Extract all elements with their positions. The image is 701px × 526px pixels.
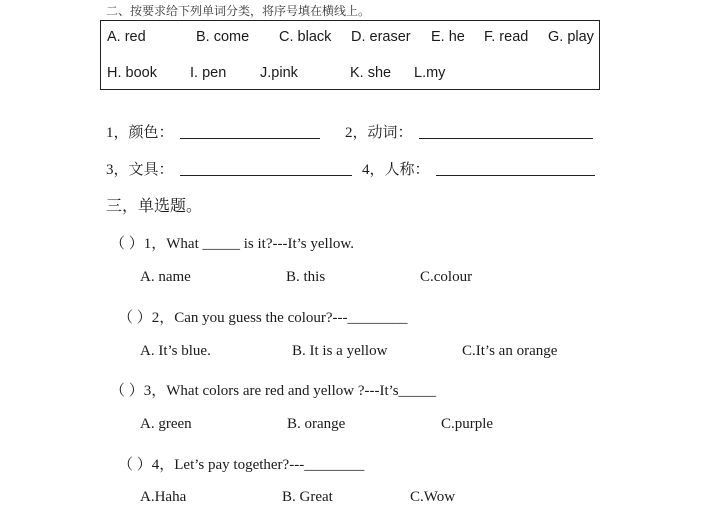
question-3-option-c: C.purple <box>441 416 494 432</box>
category-color-blank[interactable] <box>180 138 320 139</box>
category-stationery-label: 3，文具： <box>106 162 174 178</box>
category-person-label: 4，人称： <box>362 162 430 178</box>
question-2-option-a: A. It’s blue. <box>140 343 211 359</box>
word-item: H. book <box>107 65 157 81</box>
question-1-option-b: B. this <box>286 269 326 285</box>
section3-heading: 三，单选题。 <box>106 198 203 215</box>
question-3-option-b: B. orange <box>287 416 346 432</box>
question-4-option-a: A.Haha <box>140 489 187 505</box>
word-item: D. eraser <box>351 29 411 45</box>
question-2: （ ）2，Can you guess the colour?---________ <box>118 310 408 326</box>
word-item: A. red <box>107 29 146 45</box>
word-item: K. she <box>350 65 392 81</box>
category-verb-label: 2，动词： <box>345 125 413 141</box>
category-color-label: 1，颜色： <box>106 125 174 141</box>
question-1-option-a: A. name <box>140 269 191 285</box>
section2-instruction: 二、按要求给下列单词分类，将序号填在横线上。 <box>106 4 371 18</box>
word-item: C. black <box>279 29 332 45</box>
question-1-option-c: C.colour <box>420 269 473 285</box>
word-item: B. come <box>196 29 250 45</box>
word-item: L.my <box>414 65 446 81</box>
question-4-option-c: C.Wow <box>410 489 456 505</box>
category-person-blank[interactable] <box>436 175 595 176</box>
word-item: G. play <box>548 29 594 45</box>
question-1: （ ）1，What _____ is it?---It’s yellow. <box>110 236 354 252</box>
word-item: F. read <box>484 29 529 45</box>
question-2-option-b: B. It is a yellow <box>292 343 388 359</box>
question-3: （ ）3，What colors are red and yellow ?---It’s_____ <box>110 383 437 399</box>
word-item: I. pen <box>190 65 227 81</box>
category-stationery-blank[interactable] <box>180 175 352 176</box>
question-4-option-b: B. Great <box>282 489 333 505</box>
word-item: J.pink <box>260 65 298 81</box>
question-2-option-c: C.It’s an orange <box>462 343 558 359</box>
question-3-option-a: A. green <box>140 416 192 432</box>
category-verb-blank[interactable] <box>419 138 593 139</box>
word-item: E. he <box>431 29 465 45</box>
question-4: （ ）4，Let’s pay together?---________ <box>118 457 365 473</box>
